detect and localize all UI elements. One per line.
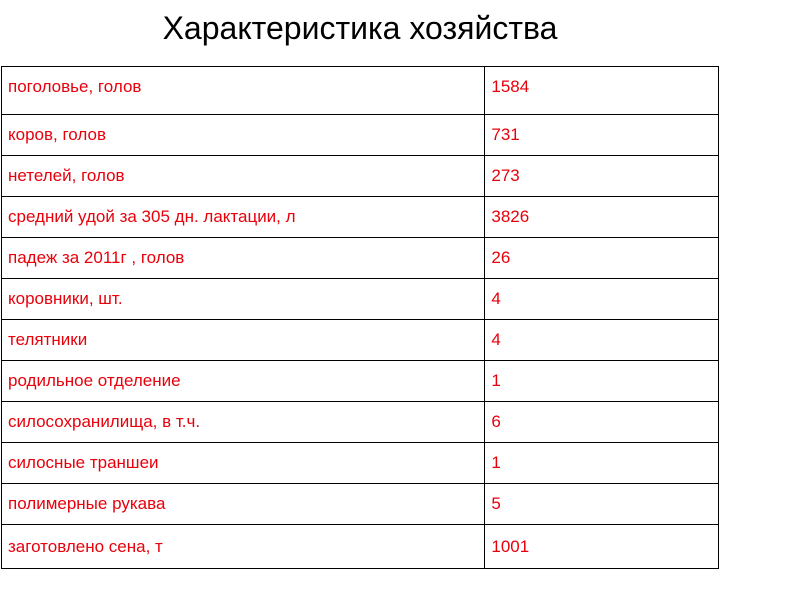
row-label: полимерные рукава (2, 484, 485, 525)
row-label: средний удой за 305 дн. лактации, л (2, 197, 485, 238)
farm-characteristics-table (1, 66, 719, 569)
table-row (2, 443, 719, 484)
row-label: коровники, шт. (2, 279, 485, 320)
row-value: 26 (485, 238, 719, 279)
table-row (2, 279, 719, 320)
table-row (2, 238, 719, 279)
row-value: 731 (485, 115, 719, 156)
row-label: нетелей, голов (2, 156, 485, 197)
table-row (2, 67, 719, 115)
row-label: поголовье, голов (2, 67, 485, 115)
table-row (2, 320, 719, 361)
table-row (2, 402, 719, 443)
row-label: заготовлено сена, т (2, 525, 485, 569)
row-value: 1001 (485, 525, 719, 569)
table-row (2, 361, 719, 402)
table-row (2, 115, 719, 156)
row-value: 6 (485, 402, 719, 443)
table-row (2, 484, 719, 525)
row-value: 1 (485, 361, 719, 402)
table-row (2, 197, 719, 238)
row-value: 1 (485, 443, 719, 484)
row-value: 1584 (485, 67, 719, 115)
row-label: силосные траншеи (2, 443, 485, 484)
table-row (2, 156, 719, 197)
row-value: 4 (485, 320, 719, 361)
row-value: 273 (485, 156, 719, 197)
row-value: 5 (485, 484, 719, 525)
row-label: падеж за 2011г , голов (2, 238, 485, 279)
row-value: 4 (485, 279, 719, 320)
row-value: 3826 (485, 197, 719, 238)
row-label: силосохранилища, в т.ч. (2, 402, 485, 443)
row-label: коров, голов (2, 115, 485, 156)
row-label: родильное отделение (2, 361, 485, 402)
row-label: телятники (2, 320, 485, 361)
page-title: Характеристика хозяйства (162, 10, 558, 46)
table-row (2, 525, 719, 569)
